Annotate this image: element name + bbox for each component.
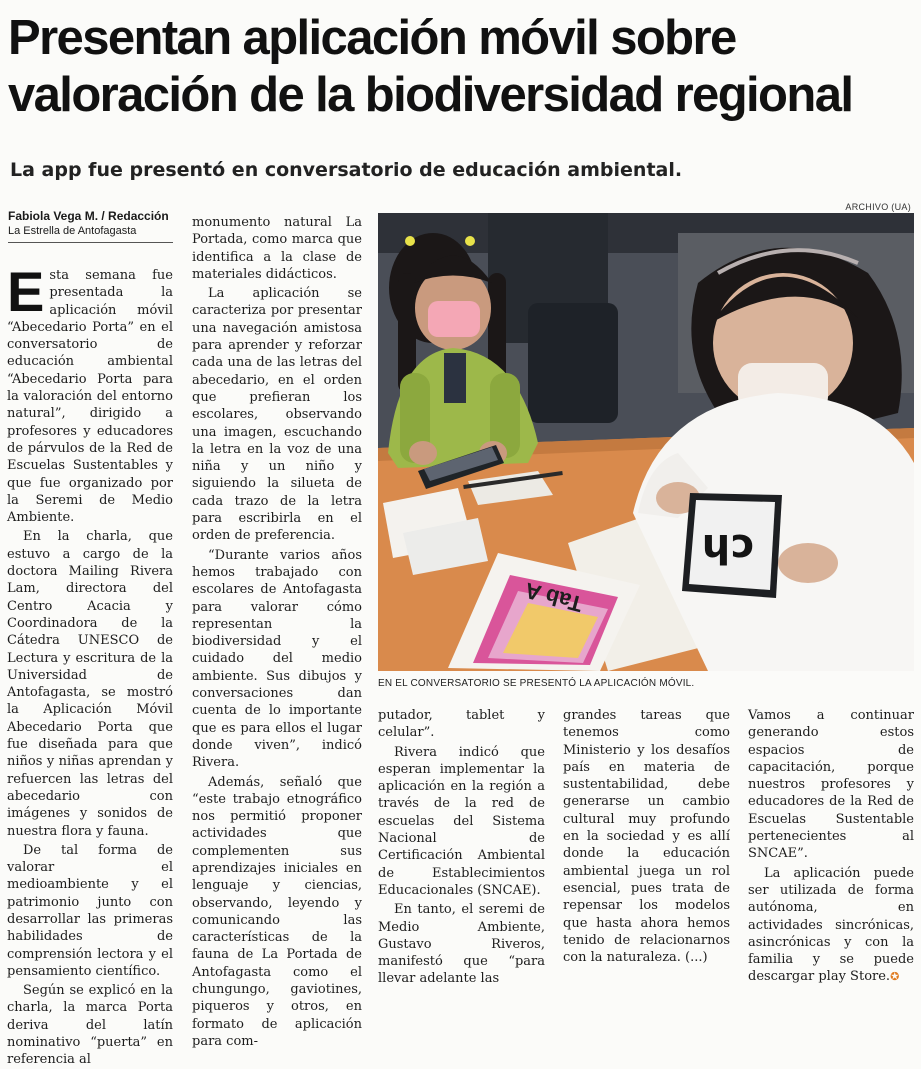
paragraph — [748, 865, 914, 986]
classroom-photo-illustration — [378, 213, 914, 671]
paragraph: Según se explicó en la charla, la marca Porta deriva del latín nominativo “puerta” en referencia al — [7, 983, 173, 1068]
byline-publication: La Estrella de Antofagasta — [8, 225, 137, 237]
byline-divider — [8, 242, 173, 243]
article-column-1 — [7, 260, 173, 1069]
byline — [8, 209, 180, 238]
paragraph-continuation: monumento natural La Portada, como marca que identifica a la clase de materiales didácticos. — [192, 215, 362, 282]
photo-credit: ARCHIVO (UA) — [845, 202, 911, 212]
deck-subtitle: La app fue presentó en conversatorio de educación ambiental. — [10, 159, 683, 181]
end-mark-icon: ✪ — [890, 970, 900, 984]
article-column-5 — [748, 707, 914, 986]
paragraph-continuation: grandes tareas que tenemos como Ministerio y los desafíos país en materia de sustentabilidad, debe generarse un cambio cultural muy profundo en la sociedad y es allí donde la educación ambiental juega un rol esencial, pues trata de repensar los modelos que hasta ahora hemos tenido de relacionarnos con la naturaleza. (...) — [563, 708, 730, 966]
paragraph-continuation: putador, tablet y celular”. — [378, 708, 545, 741]
lead-text: sta semana fue presentada la aplicación móvil “Abecedario Porta” en el conversatorio de educación ambiental “Abecedario Porta para la valoración del entorno natural”, dirigido a profesores y educadores de párvulos de la Red de Escuelas Sustentables y que fue organizado por la Seremi de Medio Ambiente. — [7, 268, 173, 526]
paragraph: Rivera indicó que esperan implementar la aplicación en la región a través de la red de escuelas del Sistema Nacional de Certificación Ambiental de Establecimientos Educacionales (SNCAE). — [378, 744, 545, 898]
paragraph: “Durante varios años hemos trabajado con escolares de Antofagasta para valorar cómo representan la biodiversidad y el cuidado del medio ambiente. Sus dibujos y conversaciones dan cuenta de lo importante que es para ellos el lugar donde viven”, indicó Rivera. — [192, 547, 362, 771]
photo-caption: EN EL CONVERSATORIO SE PRESENTÓ LA APLICACIÓN MÓVIL. — [378, 678, 695, 689]
byline-author: Fabiola Vega M. / Redacción — [8, 209, 169, 223]
paragraph: En tanto, el seremi de Medio Ambiente, Gustavo Riveros, manifestó que “para llevar adelante las — [378, 902, 545, 987]
tablet-letter: ch — [701, 525, 754, 571]
paragraph: La aplicación se caracteriza por presentar una navegación amistosa para aprender y reforzar cada una de las letras del abecedario, en el orden que prefieran los escolares, observando una imagen, escuchando la letra en la voz de una niña y un niño y siguiendo la silueta de cada trazo de la letra para escribirla en el orden de preferencia. — [192, 286, 362, 544]
lead-paragraph — [7, 260, 173, 526]
paragraph-continuation: Vamos a continuar generando estos espacios de capacitación, porque nuestros profesores y educadores de la Red de Escuelas Sustentable pertenecientes al SNCAE”. — [748, 708, 914, 862]
box-label: Tab A — [522, 577, 586, 618]
tablet-right — [682, 493, 782, 598]
paragraph: Además, señaló que “este trabajo etnográfico nos permitió proponer actividades que complementen sus aprendizajes iniciales en lenguaje y ciencias, observando, leyendo y comunicando las características de la fauna de La Portada de Antofagasta como el chungungo, gaviotines, piqueros y otros, en formato de aplicación para com- — [192, 774, 362, 1049]
paragraph: De tal forma de valorar el medioambiente y el patrimonio junto con desarrollar las primeras habilidades de comprensión lectora y el pensamiento científico. — [7, 842, 173, 979]
article-photo — [378, 213, 914, 671]
headline: Presentan aplicación móvil sobre valoración de la biodiversidad regional — [8, 11, 853, 122]
article-column-3 — [378, 707, 545, 988]
closing-text: La aplicación puede ser utilizada de forma autónoma, en actividades sincrónicas, asincrónicas y con la familia y se puede descargar play Store. — [748, 865, 914, 985]
drop-cap: E — [7, 260, 45, 323]
article-column-2 — [192, 214, 362, 1050]
paragraph: En la charla, que estuvo a cargo de la doctora Mailing Rivera Lam, directora del Centro Acacia y Coordinadora de la Cátedra UNESCO de Lectura y escritura de la Universidad de Antofagasta, se mostró la Aplicación Móvil Abecedario Porta que fue diseñada para que niños y niñas aprendan y refuercen las letras del abecedario con imágenes y sonidos de nuestra flora y fauna. — [7, 529, 173, 839]
article-column-4 — [563, 707, 730, 966]
